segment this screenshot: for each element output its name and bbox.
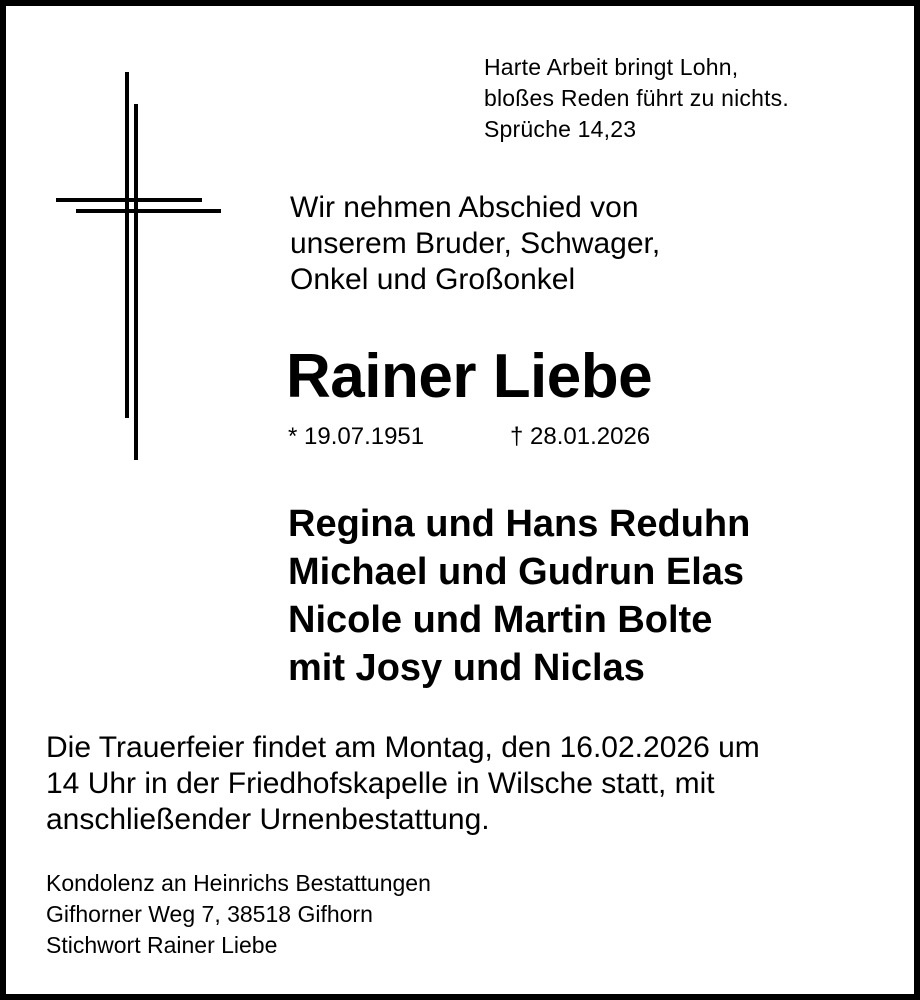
intro-line: unserem Bruder, Schwager, [290,227,661,260]
service-line: Die Trauerfeier findet am Montag, den 16.02.2026 um [46,731,760,764]
service-line: 14 Uhr in der Friedhofskapelle in Wilsche statt, mit [46,767,715,800]
bible-quote [484,52,789,145]
condolence-info [46,868,431,961]
quote-line: bloßes Reden führt zu nichts. [484,85,789,111]
funeral-service-info [46,730,886,838]
intro-line: Onkel und Großonkel [290,263,576,296]
intro-line: Wir nehmen Abschied von [290,191,639,224]
mourner-line: Regina und Hans Reduhn [288,503,751,545]
deceased-name: Rainer Liebe [286,342,653,411]
condolence-line: Kondolenz an Heinrichs Bestattungen [46,870,431,896]
cross-icon [0,0,240,480]
quote-source: Sprüche 14,23 [484,116,637,142]
death-date: † 28.01.2026 [510,423,651,450]
birth-date: * 19.07.1951 [288,423,425,450]
mourner-line: Nicole und Martin Bolte [288,599,713,641]
mourner-line: mit Josy und Niclas [288,647,645,689]
mourner-line: Michael und Gudrun Elas [288,551,745,593]
mourners-list [288,500,750,692]
condolence-address: Gifhorner Weg 7, 38518 Gifhorn [46,901,373,927]
condolence-keyword: Stichwort Rainer Liebe [46,932,278,958]
service-line: anschließender Urnenbestattung. [46,803,490,836]
farewell-intro [290,190,660,298]
quote-line: Harte Arbeit bringt Lohn, [484,54,739,80]
